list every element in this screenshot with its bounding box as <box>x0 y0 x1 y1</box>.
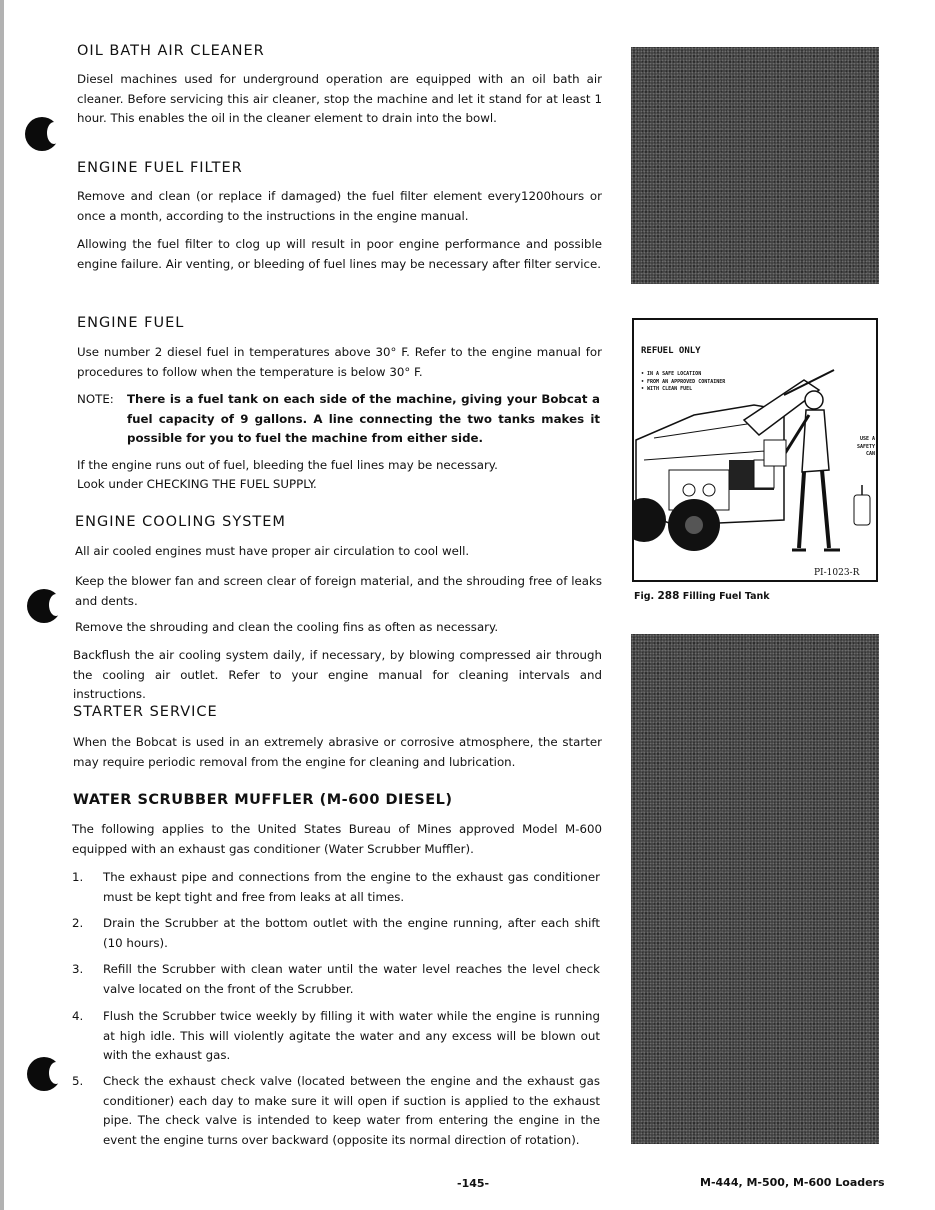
footer-models: M-444, M-500, M-600 Loaders <box>700 1176 885 1189</box>
caption-text: Filling Fuel Tank <box>682 591 770 602</box>
heading-engine-cooling-system: ENGINE COOLING SYSTEM <box>75 514 286 530</box>
list-text: The exhaust pipe and connections from the engine to the exhaust gas conditioner must be kept tight and free from leaks at all times. <box>103 870 600 904</box>
cooling-paragraph-4: Backflush the air cooling system daily, if necessary, by blowing compressed air through the cooling air outlet. Refer to your engine manual for cleaning intervals and instructions. <box>73 648 602 701</box>
engine-fuel-paragraph-3: Look under CHECKING THE FUEL SUPPLY. <box>77 477 317 491</box>
fuel-tank-illustration <box>634 320 878 582</box>
heading-starter-service: STARTER SERVICE <box>73 704 218 720</box>
fuel-filter-paragraph-2: Allowing the fuel filter to clog up will result in poor engine performance and possible engine failure. Air venting, or bleeding of fuel lines may be necessary after filter service. <box>77 237 602 271</box>
list-number: 4. <box>72 1009 84 1023</box>
safety-can-label: USE A SAFETY CAN <box>856 436 875 457</box>
caption-prefix: Fig. <box>634 591 655 602</box>
decal-title: REFUEL ONLY <box>641 346 701 356</box>
heading-engine-fuel: ENGINE FUEL <box>77 315 185 331</box>
binder-hole-bottom <box>27 1057 61 1091</box>
list-number: 5. <box>72 1074 84 1088</box>
list-number: 3. <box>72 962 84 976</box>
scrubber-intro-paragraph: The following applies to the United States Bureau of Mines approved Model M-600 equipped with an exhaust gas conditioner (Water Scrubber Muffler). <box>72 822 602 856</box>
oil-bath-paragraph: Diesel machines used for underground operation are equipped with an oil bath air cleaner. Before servicing this air cleaner, stop the machine and let it stand for at least 1 hour. This enables the oil in the cleaner element to drain into the bowl. <box>77 72 602 125</box>
scrubber-list-item-3 <box>72 960 602 1000</box>
heading-water-scrubber-muffler: WATER SCRUBBER MUFFLER (M-600 DIESEL) <box>73 792 453 808</box>
caption-number: 288 <box>657 590 680 602</box>
list-text: Flush the Scrubber twice weekly by filling it with water while the engine is running at high idle. This will violently agitate the water and any excess will be blown out with the exhaust gas. <box>103 1009 600 1062</box>
engine-fuel-paragraph-2: If the engine runs out of fuel, bleeding the fuel lines may be necessary. <box>77 458 498 472</box>
scrubber-list-item-2 <box>72 914 602 954</box>
heading-engine-fuel-filter: ENGINE FUEL FILTER <box>77 160 243 176</box>
fuel-filter-paragraph-1: Remove and clean (or replace if damaged) the fuel filter element every1200hours or once a month, according to the instructions in the engine manual. <box>77 189 602 223</box>
binder-hole-top <box>25 117 59 151</box>
list-text: Refill the Scrubber with clean water until the water level reaches the level check valve located on the front of the Scrubber. <box>103 962 600 996</box>
decal-items: • IN A SAFE LOCATION • FROM AN APPROVED CONTAINER • WITH CLEAN FUEL <box>641 371 726 392</box>
figure-filling-fuel-tank <box>632 318 878 582</box>
scrubber-list-item-1 <box>72 868 602 908</box>
heading-oil-bath-air-cleaner: OIL BATH AIR CLEANER <box>77 43 265 59</box>
binder-hole-middle <box>27 589 61 623</box>
engine-fuel-note <box>77 390 602 450</box>
cooling-paragraph-2: Keep the blower fan and screen clear of foreign material, and the shrouding free of leaks and dents. <box>75 574 602 608</box>
figure-code: PI-1023-R <box>814 568 860 578</box>
list-number: 1. <box>72 870 84 884</box>
note-text: There is a fuel tank on each side of the machine, giving your Bobcat a fuel capacity of 9 gallons. A line connecting the two tanks makes it possible for you to fuel the machine from either side. <box>127 392 600 445</box>
scrubber-list-item-5 <box>72 1072 602 1152</box>
page-edge <box>0 0 4 1210</box>
scrubber-list-item-4 <box>72 1007 602 1067</box>
list-text: Drain the Scrubber at the bottom outlet with the engine running, after each shift (10 hours). <box>103 916 600 950</box>
figure-caption <box>634 590 770 602</box>
cooling-paragraph-1: All air cooled engines must have proper air circulation to cool well. <box>75 544 470 558</box>
photo-oil-bath-air-cleaner <box>631 47 879 284</box>
list-number: 2. <box>72 916 84 930</box>
starter-paragraph: When the Bobcat is used in an extremely abrasive or corrosive atmosphere, the starter may require periodic removal from the engine for cleaning and lubrication. <box>73 735 602 769</box>
engine-fuel-paragraph-1: Use number 2 diesel fuel in temperatures above 30° F. Refer to the engine manual for procedures to follow when the temperature is below 30° F. <box>77 345 602 379</box>
note-label: NOTE: <box>77 392 114 406</box>
cooling-paragraph-3: Remove the shrouding and clean the cooling fins as often as necessary. <box>75 620 499 634</box>
photo-water-scrubber <box>631 634 879 1144</box>
page-number: -145- <box>457 1177 490 1190</box>
list-text: Check the exhaust check valve (located between the engine and the exhaust gas conditioner) each day to make sure it will open if suction is applied to the exhaust pipe. The check valve is intended to keep water from entering the engine in the event the engine turns over backward (opposite its normal direction of rotation). <box>103 1074 600 1147</box>
